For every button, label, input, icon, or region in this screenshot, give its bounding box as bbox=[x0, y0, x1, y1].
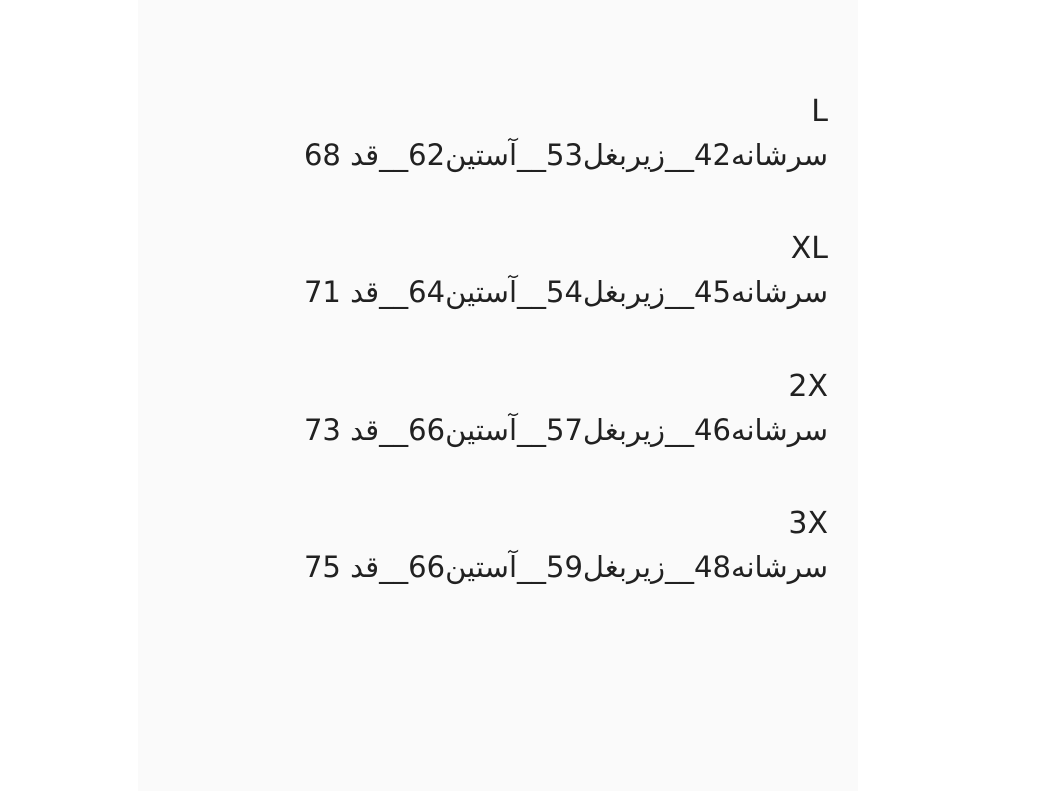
size-label: L bbox=[811, 94, 828, 129]
armpit-term: زیربغل bbox=[582, 550, 666, 584]
armpit-value: 57 bbox=[546, 413, 583, 447]
size-block-2x bbox=[188, 366, 828, 452]
size-measurements bbox=[188, 408, 828, 452]
size-block-3x bbox=[188, 503, 828, 589]
size-chart-note bbox=[138, 0, 858, 791]
sleeve-term: آستین bbox=[445, 275, 518, 309]
size-measurements bbox=[188, 133, 828, 177]
shoulder-term: سرشانه bbox=[730, 138, 828, 172]
length-term: قد bbox=[350, 550, 380, 584]
size-measurements bbox=[188, 545, 828, 589]
size-block-xl bbox=[188, 228, 828, 314]
sleeve-value: 64 bbox=[408, 275, 446, 309]
size-label: XL bbox=[790, 231, 828, 266]
separator: __ bbox=[379, 550, 409, 584]
length-value: 73 bbox=[303, 413, 341, 447]
armpit-value: 54 bbox=[546, 275, 583, 309]
shoulder-value: 46 bbox=[694, 413, 731, 447]
length-value: 71 bbox=[303, 275, 341, 309]
separator: __ bbox=[665, 413, 695, 447]
shoulder-term: سرشانه bbox=[730, 413, 828, 447]
armpit-value: 53 bbox=[546, 138, 583, 172]
sleeve-value: 62 bbox=[408, 138, 446, 172]
sleeve-term: آستین bbox=[445, 413, 518, 447]
size-block-l bbox=[188, 91, 828, 177]
armpit-value: 59 bbox=[546, 550, 583, 584]
separator: __ bbox=[517, 138, 547, 172]
shoulder-value: 42 bbox=[694, 138, 731, 172]
size-label: 2X bbox=[788, 369, 828, 404]
separator: __ bbox=[665, 550, 695, 584]
length-term: قد bbox=[350, 413, 380, 447]
length-value: 75 bbox=[303, 550, 341, 584]
sleeve-value: 66 bbox=[408, 413, 446, 447]
separator: __ bbox=[379, 138, 409, 172]
shoulder-term: سرشانه bbox=[730, 550, 828, 584]
separator: __ bbox=[379, 413, 409, 447]
separator: __ bbox=[379, 275, 409, 309]
separator: __ bbox=[517, 550, 547, 584]
sleeve-term: آستین bbox=[445, 138, 518, 172]
sleeve-term: آستین bbox=[445, 550, 518, 584]
length-term: قد bbox=[350, 138, 380, 172]
separator: __ bbox=[517, 275, 547, 309]
shoulder-value: 45 bbox=[694, 275, 731, 309]
size-measurements bbox=[188, 270, 828, 314]
sleeve-value: 66 bbox=[408, 550, 446, 584]
shoulder-value: 48 bbox=[694, 550, 731, 584]
armpit-term: زیربغل bbox=[582, 138, 666, 172]
armpit-term: زیربغل bbox=[582, 413, 666, 447]
separator: __ bbox=[517, 413, 547, 447]
length-value: 68 bbox=[303, 138, 341, 172]
separator: __ bbox=[665, 275, 695, 309]
shoulder-term: سرشانه bbox=[730, 275, 828, 309]
armpit-term: زیربغل bbox=[582, 275, 666, 309]
separator: __ bbox=[665, 138, 695, 172]
length-term: قد bbox=[350, 275, 380, 309]
size-label: 3X bbox=[788, 506, 828, 541]
